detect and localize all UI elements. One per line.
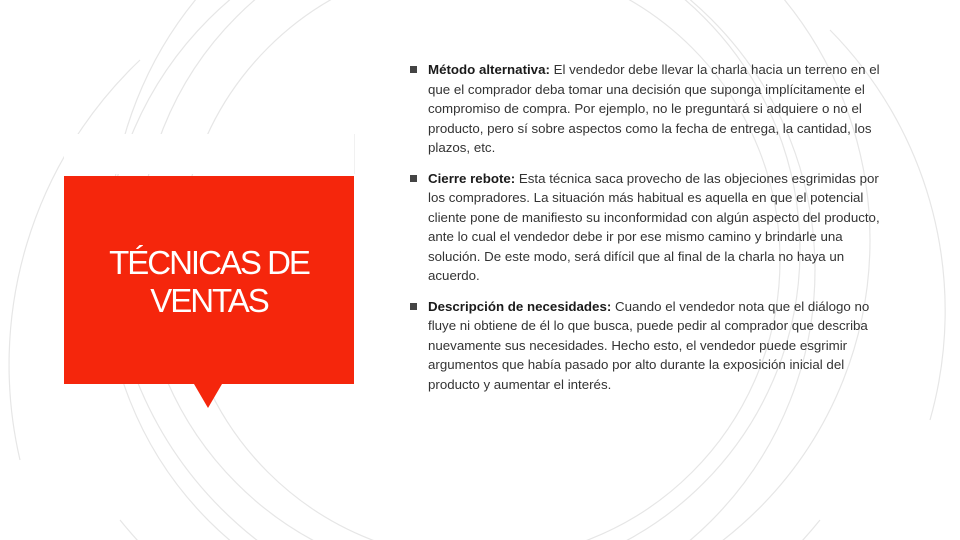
item-label: Descripción de necesidades: [428,298,612,314]
square-bullet-icon [410,175,417,182]
slide-title-line-2: VENTAS [150,282,268,319]
slide-title-line-1: TÉCNICAS DE [109,244,309,281]
bullet-list [410,60,890,405]
square-bullet-icon [410,66,417,73]
item-label: Método alternativa: [428,62,550,77]
title-card-pointer [194,384,222,408]
item-text: Esta técnica saca provecho de las objeciones esgrimidas por los compradores. La situación más habitual es aquella en que el potencial cliente pone de manifiesto su inconformidad con algún aspecto del producto, ante lo cual el vendedor debe ir por ese mismo camino y brindarle una solución. De este modo, será difícil que al final de la charla no haya un acuerdo. [428,170,880,283]
title-card-top [64,134,355,174]
slide-title [64,244,354,320]
list-item [410,297,890,395]
item-text: El vendedor debe llevar la charla hacia un terreno en el que el comprador deba tomar una decisión que suponga implícitamente el compromiso de compra. Por ejemplo, no le preguntará si adquiere o no el producto, pero sí sobre aspectos como la fecha de entrega, la cantidad, los plazos, etc. [428,62,880,155]
list-item [410,169,890,286]
item-label: Cierre rebote: [428,170,516,186]
list-item [410,60,890,158]
square-bullet-icon [410,303,417,310]
item-text: Cuando el vendedor nota que el diálogo no fluye ni obtiene de él lo que busca, puede pedir al comprador que describa nuevamente sus necesidades. Hecho esto, el vendedor puede esgrimir argumentos que había pasado por alto durante la exposición inicial del producto y aumentar el interés. [428,298,870,392]
